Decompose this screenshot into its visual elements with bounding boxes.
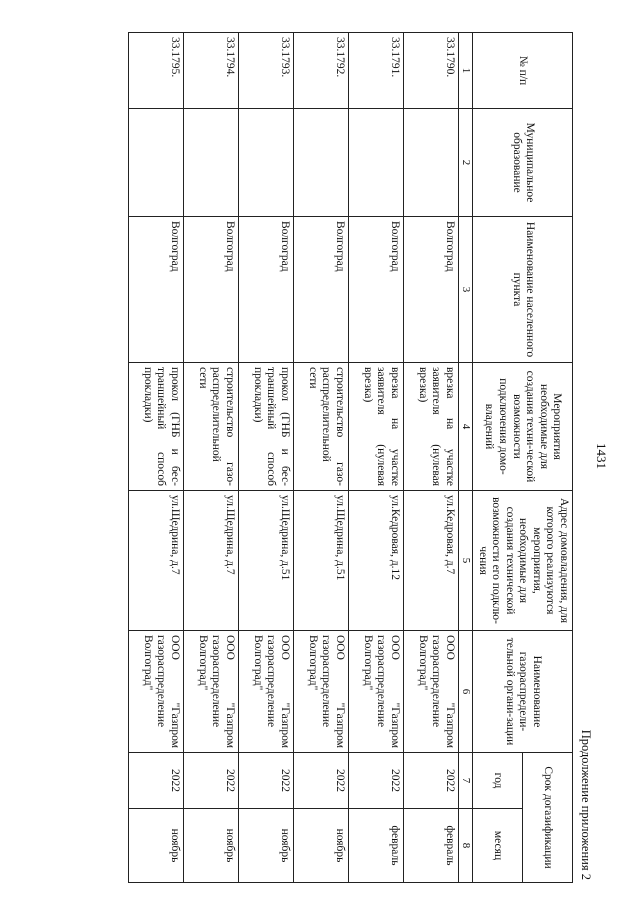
cell-address: ул.Щедрина, д.51 [294,491,349,631]
cell-month: февраль [349,809,404,883]
cell-num: 33.1794. [184,33,239,109]
cell-measures: врезка на участке заявителя (нулевая врезка) [404,363,459,491]
page-number: 1431 [594,443,609,469]
cell-month: ноябрь [239,809,294,883]
column-number: 5 [459,491,473,631]
cell-measures: прокол (ГНБ и бес-траншейный способ прокладки) [129,363,184,491]
header-settlement: Наименование населенного пункта [473,217,573,363]
cell-year: 2022 [184,753,239,809]
header-month: месяц [473,809,523,883]
cell-num: 33.1792. [294,33,349,109]
cell-month: ноябрь [129,809,184,883]
cell-address: ул.Щедрина, д.51 [239,491,294,631]
header-num: № п/п [473,33,573,109]
cell-year: 2022 [404,753,459,809]
cell-num: 33.1791. [349,33,404,109]
table-row [184,33,239,883]
table-row [294,33,349,883]
cell-measures: врезка на участке заявителя (нулевая врезка) [349,363,404,491]
cell-address: ул.Щедрина, д.7 [184,491,239,631]
table-row [349,33,404,883]
cell-settlement: Волгоград [184,217,239,363]
table-row [239,33,294,883]
cell-municipality [239,109,294,217]
cell-settlement: Волгоград [239,217,294,363]
column-number: 6 [459,631,473,753]
cell-num: 33.1795. [129,33,184,109]
cell-gdo: ООО "Газпром газораспределение Волгоград" [294,631,349,753]
cell-month: ноябрь [184,809,239,883]
header-term: Срок догазификации [523,753,573,883]
cell-address: ул.Щедрина, д.7 [129,491,184,631]
cell-settlement: Волгоград [129,217,184,363]
column-number: 8 [459,809,473,883]
table-row [129,33,184,883]
cell-settlement: Волгоград [294,217,349,363]
header-municipality: Муниципальное образование [473,109,573,217]
column-number: 3 [459,217,473,363]
cell-municipality [129,109,184,217]
gasification-table [128,32,573,883]
cell-num: 33.1790. [404,33,459,109]
column-number: 2 [459,109,473,217]
cell-gdo: ООО "Газпром газораспределение Волгоград" [404,631,459,753]
column-number: 1 [459,33,473,109]
cell-municipality [184,109,239,217]
cell-measures: строительство газо-распределительной сети [294,363,349,491]
cell-address: ул.Кедровая, д.12 [349,491,404,631]
cell-year: 2022 [239,753,294,809]
cell-settlement: Волгоград [404,217,459,363]
cell-gdo: ООО "Газпром газораспределение Волгоград" [349,631,404,753]
header-address: Адрес домовладения, для которого реализуются мероприятия, необходимые для создания технической возможности его подклю-чения [473,491,573,631]
column-number: 7 [459,753,473,809]
cell-gdo: ООО "Газпром газораспределение Волгоград" [239,631,294,753]
cell-measures: прокол (ГНБ и бес-траншейный способ прокладки) [239,363,294,491]
cell-settlement: Волгоград [349,217,404,363]
cell-month: февраль [404,809,459,883]
cell-gdo: ООО "Газпром газораспределение Волгоград" [184,631,239,753]
continuation-label: Продолжение приложения 2 [579,729,593,880]
column-number: 4 [459,363,473,491]
cell-year: 2022 [129,753,184,809]
cell-municipality [349,109,404,217]
cell-address: ул.Кедровая, д.7 [404,491,459,631]
cell-municipality [294,109,349,217]
cell-gdo: ООО "Газпром газораспределение Волгоград" [129,631,184,753]
cell-month: ноябрь [294,809,349,883]
cell-municipality [404,109,459,217]
table-row [404,33,459,883]
cell-num: 33.1793. [239,33,294,109]
header-measures: Мероприятия необходимые для создания техни-ческой возможности подключения домо-владений [473,363,573,491]
header-year: год [473,753,523,809]
rotated-page [53,26,613,886]
cell-measures: строительство газо-распределительной сети [184,363,239,491]
header-gdo: Наименование газораспредели-тельной органи-зации [473,631,573,753]
cell-year: 2022 [294,753,349,809]
cell-year: 2022 [349,753,404,809]
